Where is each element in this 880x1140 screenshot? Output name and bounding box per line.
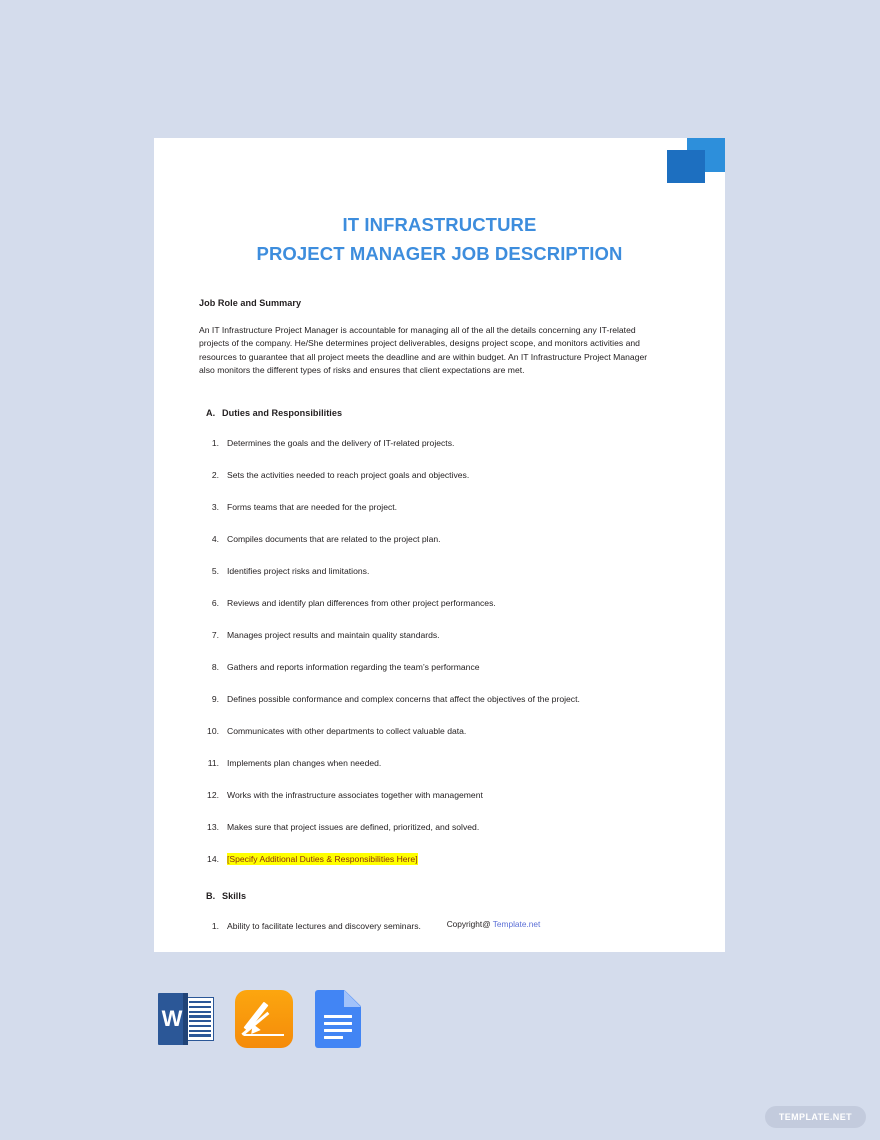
list-item-number: 14.	[207, 854, 219, 865]
list-item	[199, 597, 659, 610]
list-item-number: 1.	[211, 921, 219, 932]
document-body	[199, 298, 659, 933]
list-item	[199, 565, 659, 578]
highlighted-placeholder: [Specify Additional Duties & Responsibilities Here]	[227, 854, 418, 865]
list-item	[199, 533, 659, 546]
list-item-number: 11.	[207, 758, 219, 769]
list-item	[199, 821, 659, 834]
template-net-link[interactable]: Template.net	[492, 919, 541, 929]
list-item	[199, 501, 659, 514]
list-item-number: 13.	[207, 822, 219, 833]
gdocs-corner-fold	[344, 990, 361, 1007]
list-item-number: 8.	[211, 662, 219, 673]
duties-list	[199, 437, 659, 866]
list-item	[199, 629, 659, 642]
list-item-number: 4.	[211, 534, 219, 545]
list-item-text: Forms teams that are needed for the project.	[227, 502, 398, 513]
skills-heading	[199, 891, 659, 901]
file-format-icons	[155, 988, 377, 1050]
duties-heading	[199, 408, 659, 418]
list-item	[199, 437, 659, 450]
copyright-footer	[154, 919, 725, 929]
list-item-text: Manages project results and maintain quality standards.	[227, 630, 440, 641]
list-item-text: Ability to facilitate lectures and discovery seminars.	[227, 921, 421, 932]
list-item-text: Gathers and reports information regarding the team’s performance	[227, 662, 480, 673]
apple-pages-icon[interactable]	[235, 988, 297, 1050]
list-item-text: Defines possible conformance and complex concerns that affect the objectives of the project.	[227, 694, 580, 705]
list-item	[199, 661, 659, 674]
skills-heading-text: Skills	[222, 891, 247, 902]
logo-square-bottom	[667, 150, 705, 183]
skills-heading-letter: B.	[206, 891, 216, 902]
list-item-number: 5.	[211, 566, 219, 577]
list-item-number: 3.	[211, 502, 219, 513]
list-item-text: Makes sure that project issues are defined, prioritized, and solved.	[227, 822, 480, 833]
list-item-number: 10.	[207, 726, 219, 737]
list-item-number: 1.	[211, 438, 219, 449]
list-item	[199, 725, 659, 738]
list-item-text: Reviews and identify plan differences from other project performances.	[227, 598, 496, 609]
list-item-text: Implements plan changes when needed.	[227, 758, 382, 769]
list-item-number: 7.	[211, 630, 219, 641]
copyright-text: Copyright@	[446, 919, 491, 929]
pages-base-line	[244, 1034, 284, 1037]
page-title-line-2: PROJECT MANAGER JOB DESCRIPTION	[256, 243, 623, 264]
list-item-number: 9.	[211, 694, 219, 705]
list-item-number: 6.	[211, 598, 219, 609]
list-item-number: 2.	[211, 470, 219, 481]
template-net-watermark-badge[interactable]: TEMPLATE.NET	[765, 1106, 866, 1128]
duties-heading-letter: A.	[206, 408, 216, 419]
duties-heading-text: Duties and Responsibilities	[222, 408, 343, 419]
list-item-text: Determines the goals and the delivery of IT-related projects.	[227, 438, 455, 449]
gdocs-text-lines	[324, 1015, 352, 1043]
list-item-text: Identifies project risks and limitations.	[227, 566, 370, 577]
word-letter-w: W	[161, 1006, 183, 1031]
list-item	[199, 757, 659, 770]
list-item	[199, 789, 659, 802]
page-title	[154, 210, 725, 268]
list-item	[199, 853, 659, 866]
google-docs-icon[interactable]	[315, 988, 377, 1050]
summary-paragraph: An IT Infrastructure Project Manager is accountable for managing all of the all the details concerning any IT-related projects of the company. He/She determines project deliverables, designs project scope, and monitors activities and resources to guarantee that all project meets the deadline and are within budget. An IT Infrastructure Project Manager also monitors the different types of risks and ensures that client expectations are met.	[199, 325, 648, 375]
list-item-text	[227, 853, 659, 866]
page-title-line-1: IT INFRASTRUCTURE	[342, 214, 537, 235]
list-item-text: Compiles documents that are related to the project plan.	[227, 534, 441, 545]
list-item-text: Communicates with other departments to collect valuable data.	[227, 726, 467, 737]
two-blue-squares-logo	[667, 138, 725, 186]
list-item-text: Sets the activities needed to reach project goals and objectives.	[227, 470, 470, 481]
list-item-text: Works with the infrastructure associates together with management	[227, 790, 483, 801]
summary-heading: Job Role and Summary	[199, 298, 302, 308]
word-page-lines	[189, 1001, 211, 1037]
document-page	[154, 138, 725, 952]
list-item	[199, 469, 659, 482]
list-item-number: 12.	[207, 790, 219, 801]
ms-word-icon[interactable]	[155, 988, 217, 1050]
list-item	[199, 693, 659, 706]
